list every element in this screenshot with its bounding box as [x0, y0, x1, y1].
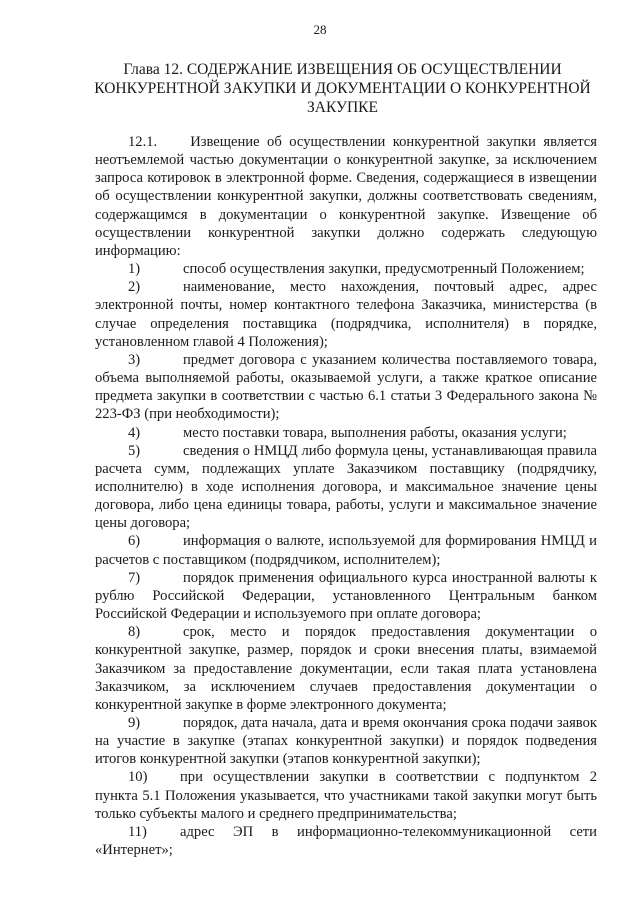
clause-12-1 — [95, 133, 597, 260]
list-item-number: 10) — [128, 769, 148, 786]
list-item — [95, 424, 597, 442]
list-item-text: при осуществлении закупки в соответствии с подпунктом 2 пункта 5.1 Положения указывается, что участниками такой закупки могут быть только субъекты малого и среднего предпринимательства; — [95, 769, 597, 822]
list-item — [95, 823, 597, 859]
list-item-number: 11) — [128, 823, 147, 840]
list-item-text: наименование, место нахождения, почтовый адрес, адрес электронной почты, номер контактного телефона Заказчика, министерства (в случае определения поставщика (подрядчика, исполнителя) в порядке, установленном главой 4 Положения); — [95, 279, 597, 350]
document-body — [95, 133, 597, 859]
list-item — [95, 442, 597, 533]
list-item-text: сведения о НМЦД либо формула цены, устанавливающая правила расчета сумм, подлежащих уплате Заказчиком поставщику (подрядчику, исполнителю) в ходе исполнения договора, и максимальное значение цены договора, либо цена единицы товара, работы, услуги и максимальное значение цены договора; — [95, 442, 597, 532]
list-item-text: адрес ЭП в информационно-телекоммуникационной сети «Интернет»; — [95, 823, 597, 859]
list-item-text: место поставки товара, выполнения работы, оказания услуги; — [183, 424, 567, 441]
list-item-number: 6) — [128, 533, 141, 550]
list-item-text: информация о валюте, используемой для формирования НМЦД и расчетов с поставщиком (подрядчиком, исполнителем); — [95, 533, 597, 568]
list-item-number: 5) — [128, 442, 141, 459]
list-item-text: порядок, дата начала, дата и время окончания срока подачи заявок на участие в закупке (этапах конкурентной закупки) и порядок подведения итогов конкурентной закупки (этапов конкурентной закупки); — [95, 715, 597, 768]
list-item-number: 9) — [128, 715, 141, 731]
page-number: 28 — [313, 22, 327, 37]
list-item-number: 3) — [128, 351, 141, 368]
list-item — [95, 278, 597, 351]
clause-text: Извещение об осуществлении конкурентной закупки является неотъемлемой частью документации о конкурентной закупке, за исключением запроса котировок в электронной форме. Сведения, содержащиеся в извещении об осуществлении конкурентной закупки, должны соответствовать сведениям, содержащимся в документации о конкурентной закупке. Извещение об осуществлении конкурентной закупки должно содержать следующую информацию: — [95, 134, 597, 259]
list-item — [95, 569, 597, 623]
list-item — [95, 260, 597, 278]
list-item-text: порядок применения официального курса иностранной валюты к рублю Российской Федерации, установленного Центральным банком Российской Федерации и используемого при оплате договора; — [95, 569, 597, 623]
chapter-heading: Глава 12. СОДЕРЖАНИЕ ИЗВЕЩЕНИЯ ОБ ОСУЩЕСТВЛЕНИИ КОНКУРЕНТНОЙ ЗАКУПКИ И ДОКУМЕНТАЦИИ О КОНКУРЕНТНОЙ ЗАКУПКЕ — [94, 61, 591, 116]
clause-number: 12.1. — [128, 134, 158, 150]
list-item-number: 8) — [128, 624, 141, 641]
list-item — [95, 768, 597, 822]
list-item-number: 7) — [128, 569, 141, 586]
list-item — [95, 714, 597, 768]
list-item — [95, 623, 597, 714]
list-item — [95, 351, 597, 424]
list-item-text: предмет договора с указанием количества поставляемого товара, объема выполняемой работы, оказываемой услуги, а также краткое описание предмета закупки в соответствии с частью 6.1 статьи 3 Федерального закона № 223-ФЗ (при необходимости); — [95, 351, 597, 423]
list-item-text: способ осуществления закупки, предусмотренный Положением; — [183, 261, 585, 278]
list-item-number: 4) — [128, 424, 141, 441]
list-item-number: 1) — [128, 261, 141, 278]
list-item-number: 2) — [128, 279, 141, 296]
list-item-text: срок, место и порядок предоставления документации о конкурентной закупке, размер, порядок и сроки внесения платы, взимаемой Заказчиком за предоставление документации, если такая плата установлена Заказчиком, за исключением случаев предоставления документации о конкурентной закупке в форме электронного документа; — [95, 624, 597, 713]
list-item — [95, 532, 597, 568]
